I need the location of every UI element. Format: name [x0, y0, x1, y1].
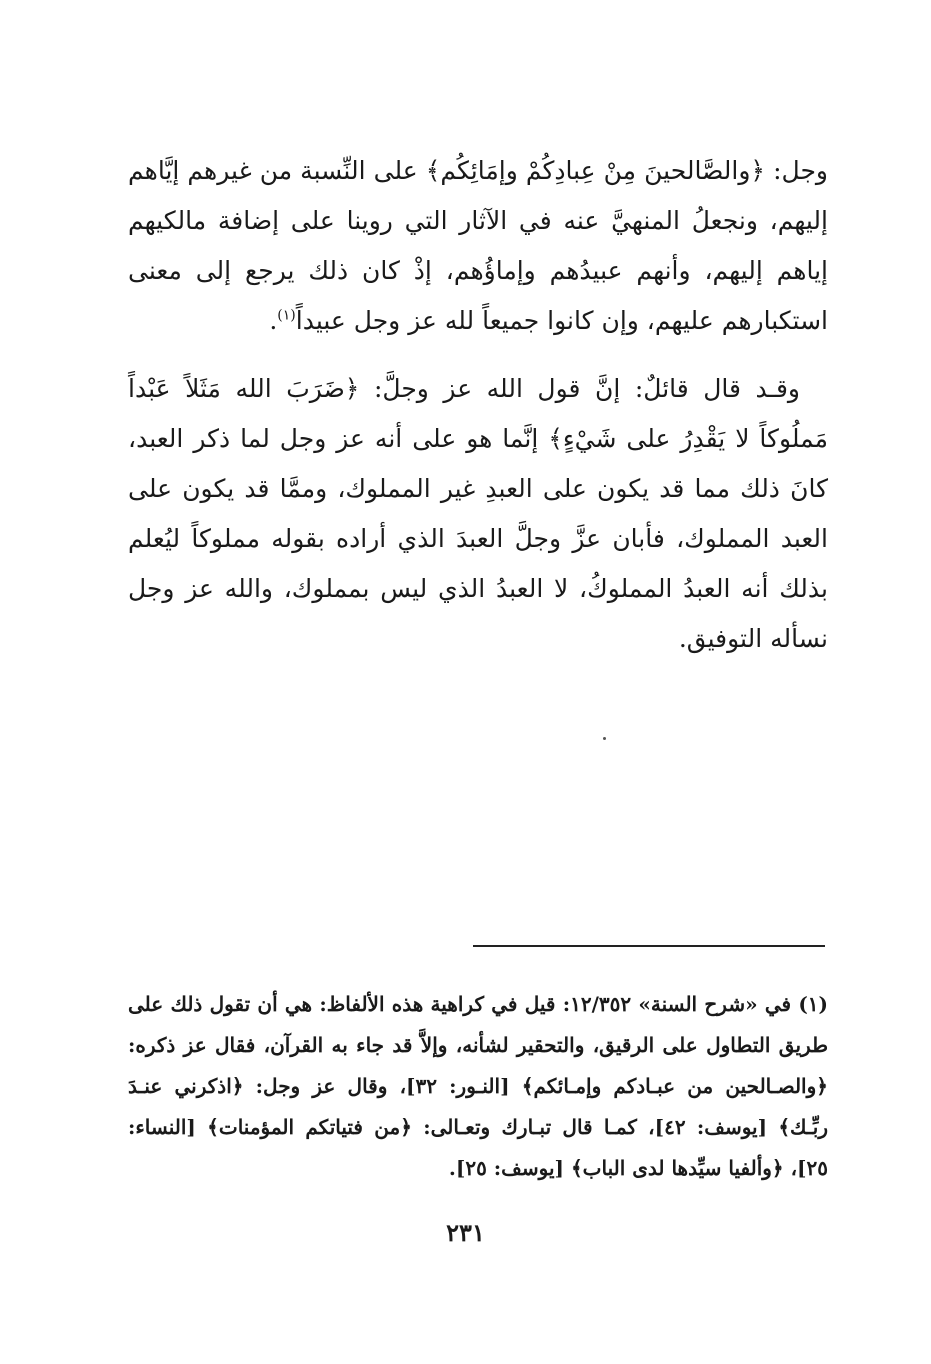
- paragraph-1-end: .: [269, 306, 278, 335]
- paragraph-1-text: وجل: ﴿والصَّالحينَ مِنْ عِبادِكُمْ وإمَائِكُم﴾ على النِّسبة من غيرهم إيَّاهم إليهم، ونجعلُ المنهيَّ عنه في الآثار التي روينا على إضافة مالكيهم إياهم إليهم، وأنهم عبيدُهم وإماؤُهم، إذْ كان ذلك يرجع إلى معنى استكبارهم عليهم، وإن كانوا جميعاً لله عز وجل عبيداً: [128, 156, 828, 335]
- footnote-1: (١) في «شرح السنة» ١٢/٣٥٢: قيل في كراهية هذه الألفاظ: هي أن تقول ذلك على طريق التطاول على الرقيق، والتحقير لشأنه، وإلاَّ قد جاء به القرآن، فقال عز ذكره: ﴿والصـالحين من عبـادكم وإمـائكم﴾ [النـور: ٣٢]، وقال عز وجل: ﴿اذكرني عنـدَ ربِّـك﴾ [يوسف: ٤٢]، كمـا قال تبـارك وتعـالى: ﴿من فتياتكم المؤمنات﴾ [النساء: ٢٥]، ﴿وألفيا سيِّدها لدى الباب﴾ [يوسف: ٢٥].: [128, 992, 829, 1180]
- footnotes: [128, 984, 828, 1189]
- stray-dot: [603, 737, 606, 740]
- page-number: ٢٣١: [446, 1218, 485, 1247]
- footnote-marker[interactable]: (١): [277, 307, 296, 324]
- footnote-divider: [473, 945, 825, 947]
- paragraph-1: [128, 146, 828, 346]
- main-text: [128, 146, 828, 664]
- paragraph-2: وقـد قال قائلٌ: إنَّ قول الله عز وجلَّ: ﴿ضَرَبَ الله مَثَلاً عَبْداً مَملُوكاً لا يَقْدِرُ على شَيْءٍ﴾ إنَّما هو على أنه عز وجل لما ذكر العبد، كانَ ذلك مما قد يكون على العبدِ غير المملوك، وممَّا قد يكون على العبد المملوك، فأبان عزَّ وجلَّ العبدَ الذي أراده بقوله مملوكاً ليُعلم بذلك أنه العبدُ المملوكُ، لا العبدُ الذي ليس بمملوك، والله عز وجل نسأله التوفيق.: [128, 374, 828, 653]
